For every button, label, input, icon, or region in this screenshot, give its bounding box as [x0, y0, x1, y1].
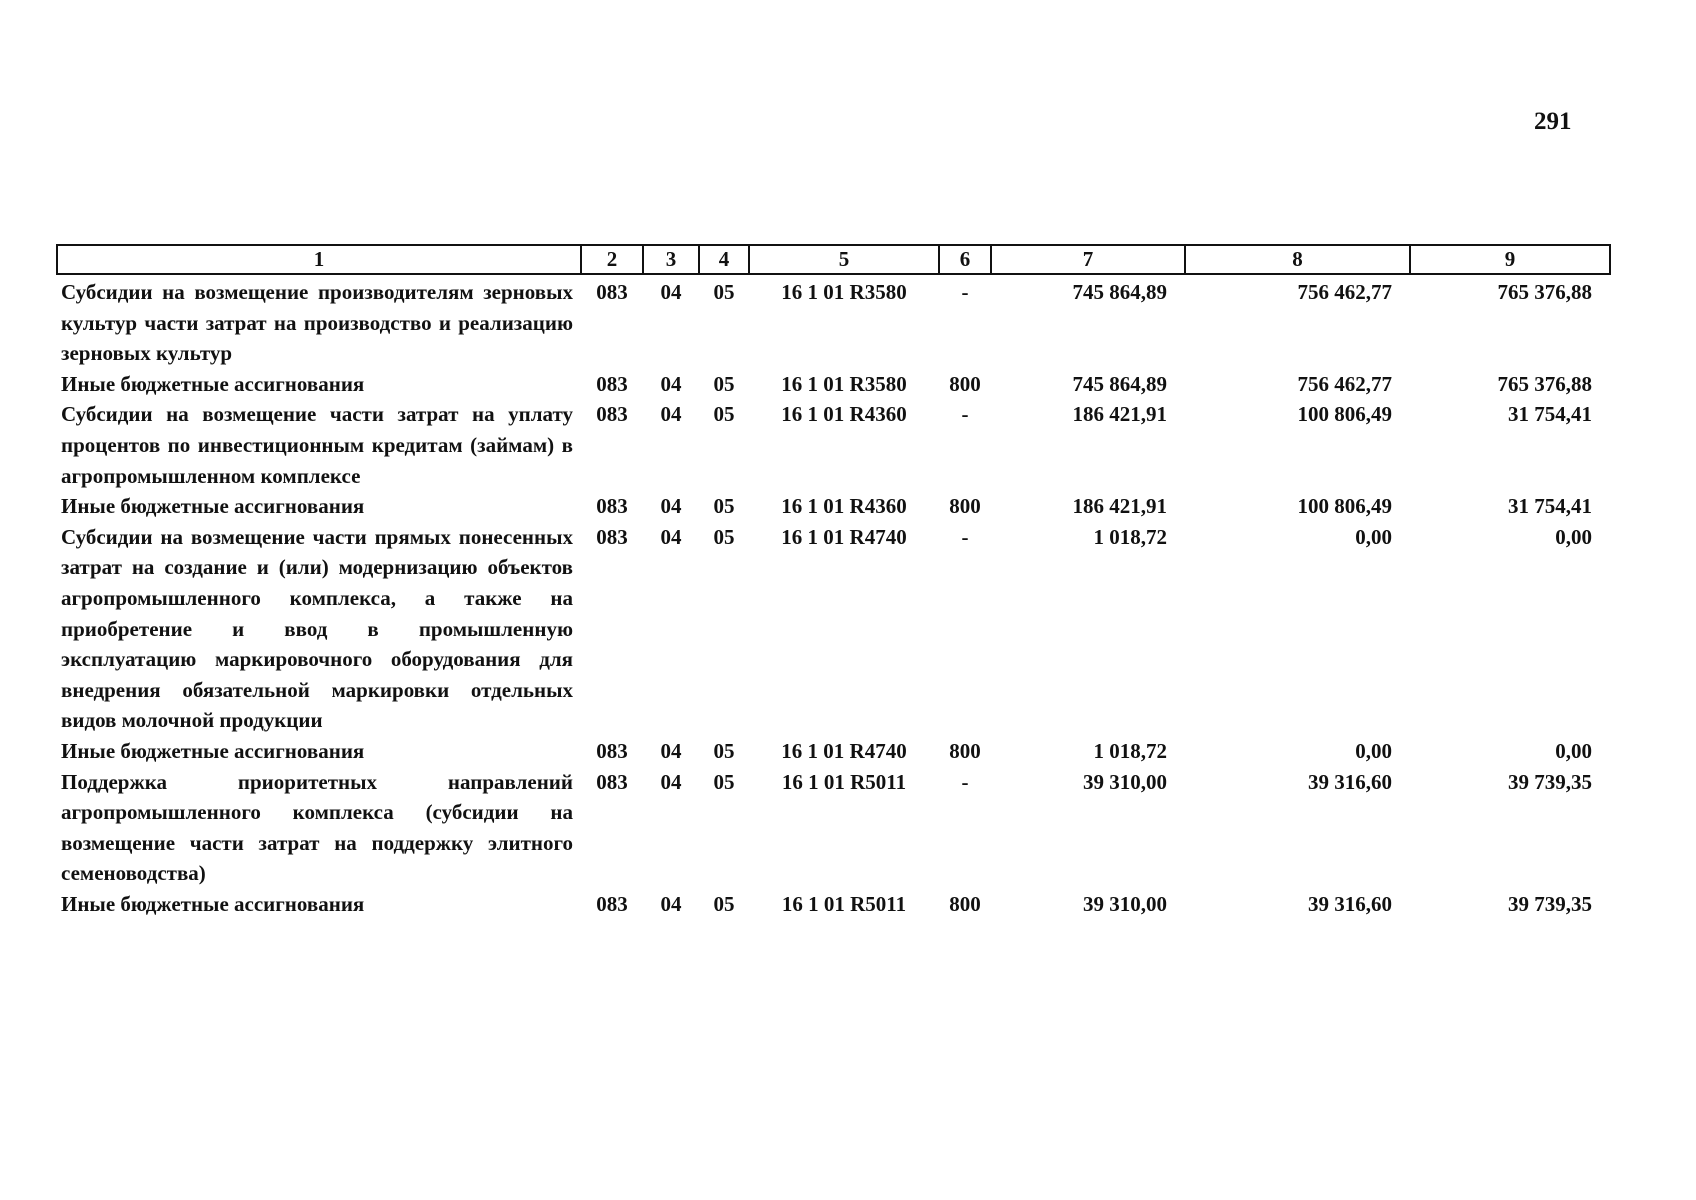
row-col-7: 745 864,89 [1072, 280, 1167, 304]
row-description: Субсидии на возмещение части затрат на уплату процентов по инвестиционным кредитам (займам) в агропромышленном комплексе [61, 402, 573, 488]
table-header [57, 245, 1610, 274]
row-col-3: 04 [660, 769, 682, 794]
row-col-5: 16 1 01 R5011 [781, 891, 907, 916]
row-col-8: 39 316,60 [1308, 769, 1392, 794]
row-col-3: 04 [660, 494, 682, 519]
row-col-7: 186 421,91 [1072, 402, 1167, 427]
row-col-2: 083 [596, 524, 628, 549]
table-row [57, 889, 1610, 920]
row-col-8: 0,00 [1355, 524, 1392, 549]
table-row [57, 491, 1610, 522]
row-col-5: 16 1 01 R4360 [781, 402, 907, 427]
row-col-5: 16 1 01 R4360 [781, 494, 907, 519]
row-col-8: 0,00 [1355, 738, 1392, 763]
table-row [57, 369, 1610, 400]
row-col-4: 05 [713, 891, 735, 916]
row-col-7: 186 421,91 [1072, 494, 1167, 519]
row-col-9: 31 754,41 [1508, 494, 1592, 519]
table-row [57, 399, 1610, 491]
page-number: 291 [1534, 108, 1572, 135]
row-col-8: 39 316,60 [1308, 891, 1392, 916]
column-header-9: 9 [1410, 245, 1610, 274]
row-col-6: 800 [949, 891, 981, 916]
row-col-2: 083 [596, 494, 628, 519]
row-col-3: 04 [660, 524, 682, 549]
row-description: Иные бюджетные ассигнования [61, 738, 365, 763]
row-col-4: 05 [713, 494, 735, 519]
column-header-4: 4 [699, 245, 749, 274]
row-col-8: 100 806,49 [1297, 402, 1392, 427]
column-header-3: 3 [643, 245, 699, 274]
row-col-2: 083 [596, 738, 628, 763]
row-col-6: - [961, 524, 969, 549]
table-row [57, 522, 1610, 736]
row-col-5: 16 1 01 R3580 [781, 371, 907, 396]
row-col-5: 16 1 01 R4740 [781, 738, 907, 763]
row-col-6: 800 [949, 738, 981, 763]
row-description: Субсидии на возмещение части прямых понесенных затрат на создание и (или) модернизацию объектов агропромышленного комплекса, а также на приобретение и ввод в промышленную эксплуатацию маркировочного оборудования для внедрения обязательной маркировки отдельных видов молочной продукции [61, 524, 573, 733]
row-col-8: 756 462,77 [1297, 371, 1392, 396]
row-col-7: 1 018,72 [1093, 738, 1167, 763]
row-col-4: 05 [713, 280, 735, 304]
row-col-7: 1 018,72 [1093, 524, 1167, 549]
row-col-2: 083 [596, 371, 628, 396]
row-col-3: 04 [660, 402, 682, 427]
row-col-9: 0,00 [1555, 524, 1592, 549]
row-col-4: 05 [713, 402, 735, 427]
row-col-5: 16 1 01 R3580 [781, 280, 907, 304]
row-description: Иные бюджетные ассигнования [61, 494, 365, 519]
row-col-6: - [961, 769, 969, 794]
row-col-4: 05 [713, 371, 735, 396]
row-description: Субсидии на возмещение производителям зерновых культур части затрат на производство и реализацию зерновых культур [61, 280, 573, 366]
row-col-2: 083 [596, 280, 628, 304]
row-col-9: 765 376,88 [1497, 371, 1592, 396]
column-header-6: 6 [939, 245, 991, 274]
row-col-7: 39 310,00 [1083, 769, 1167, 794]
column-header-1: 1 [57, 245, 581, 274]
row-col-2: 083 [596, 769, 628, 794]
row-col-6: 800 [949, 371, 981, 396]
column-header-8: 8 [1185, 245, 1410, 274]
row-col-9: 0,00 [1555, 738, 1592, 763]
row-col-8: 756 462,77 [1297, 280, 1392, 304]
row-col-6: 800 [949, 494, 981, 519]
row-col-9: 39 739,35 [1508, 891, 1592, 916]
column-header-7: 7 [991, 245, 1185, 274]
column-header-5: 5 [749, 245, 939, 274]
row-col-3: 04 [660, 371, 682, 396]
row-col-4: 05 [713, 769, 735, 794]
table-row [57, 767, 1610, 889]
row-col-2: 083 [596, 402, 628, 427]
budget-table [56, 244, 1611, 919]
table-row [57, 274, 1610, 369]
row-col-8: 100 806,49 [1297, 494, 1392, 519]
row-col-3: 04 [660, 738, 682, 763]
row-col-2: 083 [596, 891, 628, 916]
row-col-3: 04 [660, 280, 682, 304]
row-col-6: - [961, 280, 969, 304]
row-description: Иные бюджетные ассигнования [61, 891, 365, 916]
column-header-2: 2 [581, 245, 643, 274]
row-col-3: 04 [660, 891, 682, 916]
row-col-7: 745 864,89 [1072, 371, 1167, 396]
row-col-4: 05 [713, 738, 735, 763]
row-col-9: 31 754,41 [1508, 402, 1592, 427]
row-col-5: 16 1 01 R4740 [781, 524, 907, 549]
row-col-6: - [961, 402, 969, 427]
row-col-7: 39 310,00 [1083, 891, 1167, 916]
row-col-9: 39 739,35 [1508, 769, 1592, 794]
table-row [57, 736, 1610, 767]
row-col-4: 05 [713, 524, 735, 549]
row-description: Поддержка приоритетных направлений агропромышленного комплекса (субсидии на возмещение части затрат на поддержку элитного семеноводства) [61, 769, 573, 886]
row-col-5: 16 1 01 R5011 [781, 769, 907, 794]
row-description: Иные бюджетные ассигнования [61, 371, 365, 396]
row-col-9: 765 376,88 [1497, 280, 1592, 304]
